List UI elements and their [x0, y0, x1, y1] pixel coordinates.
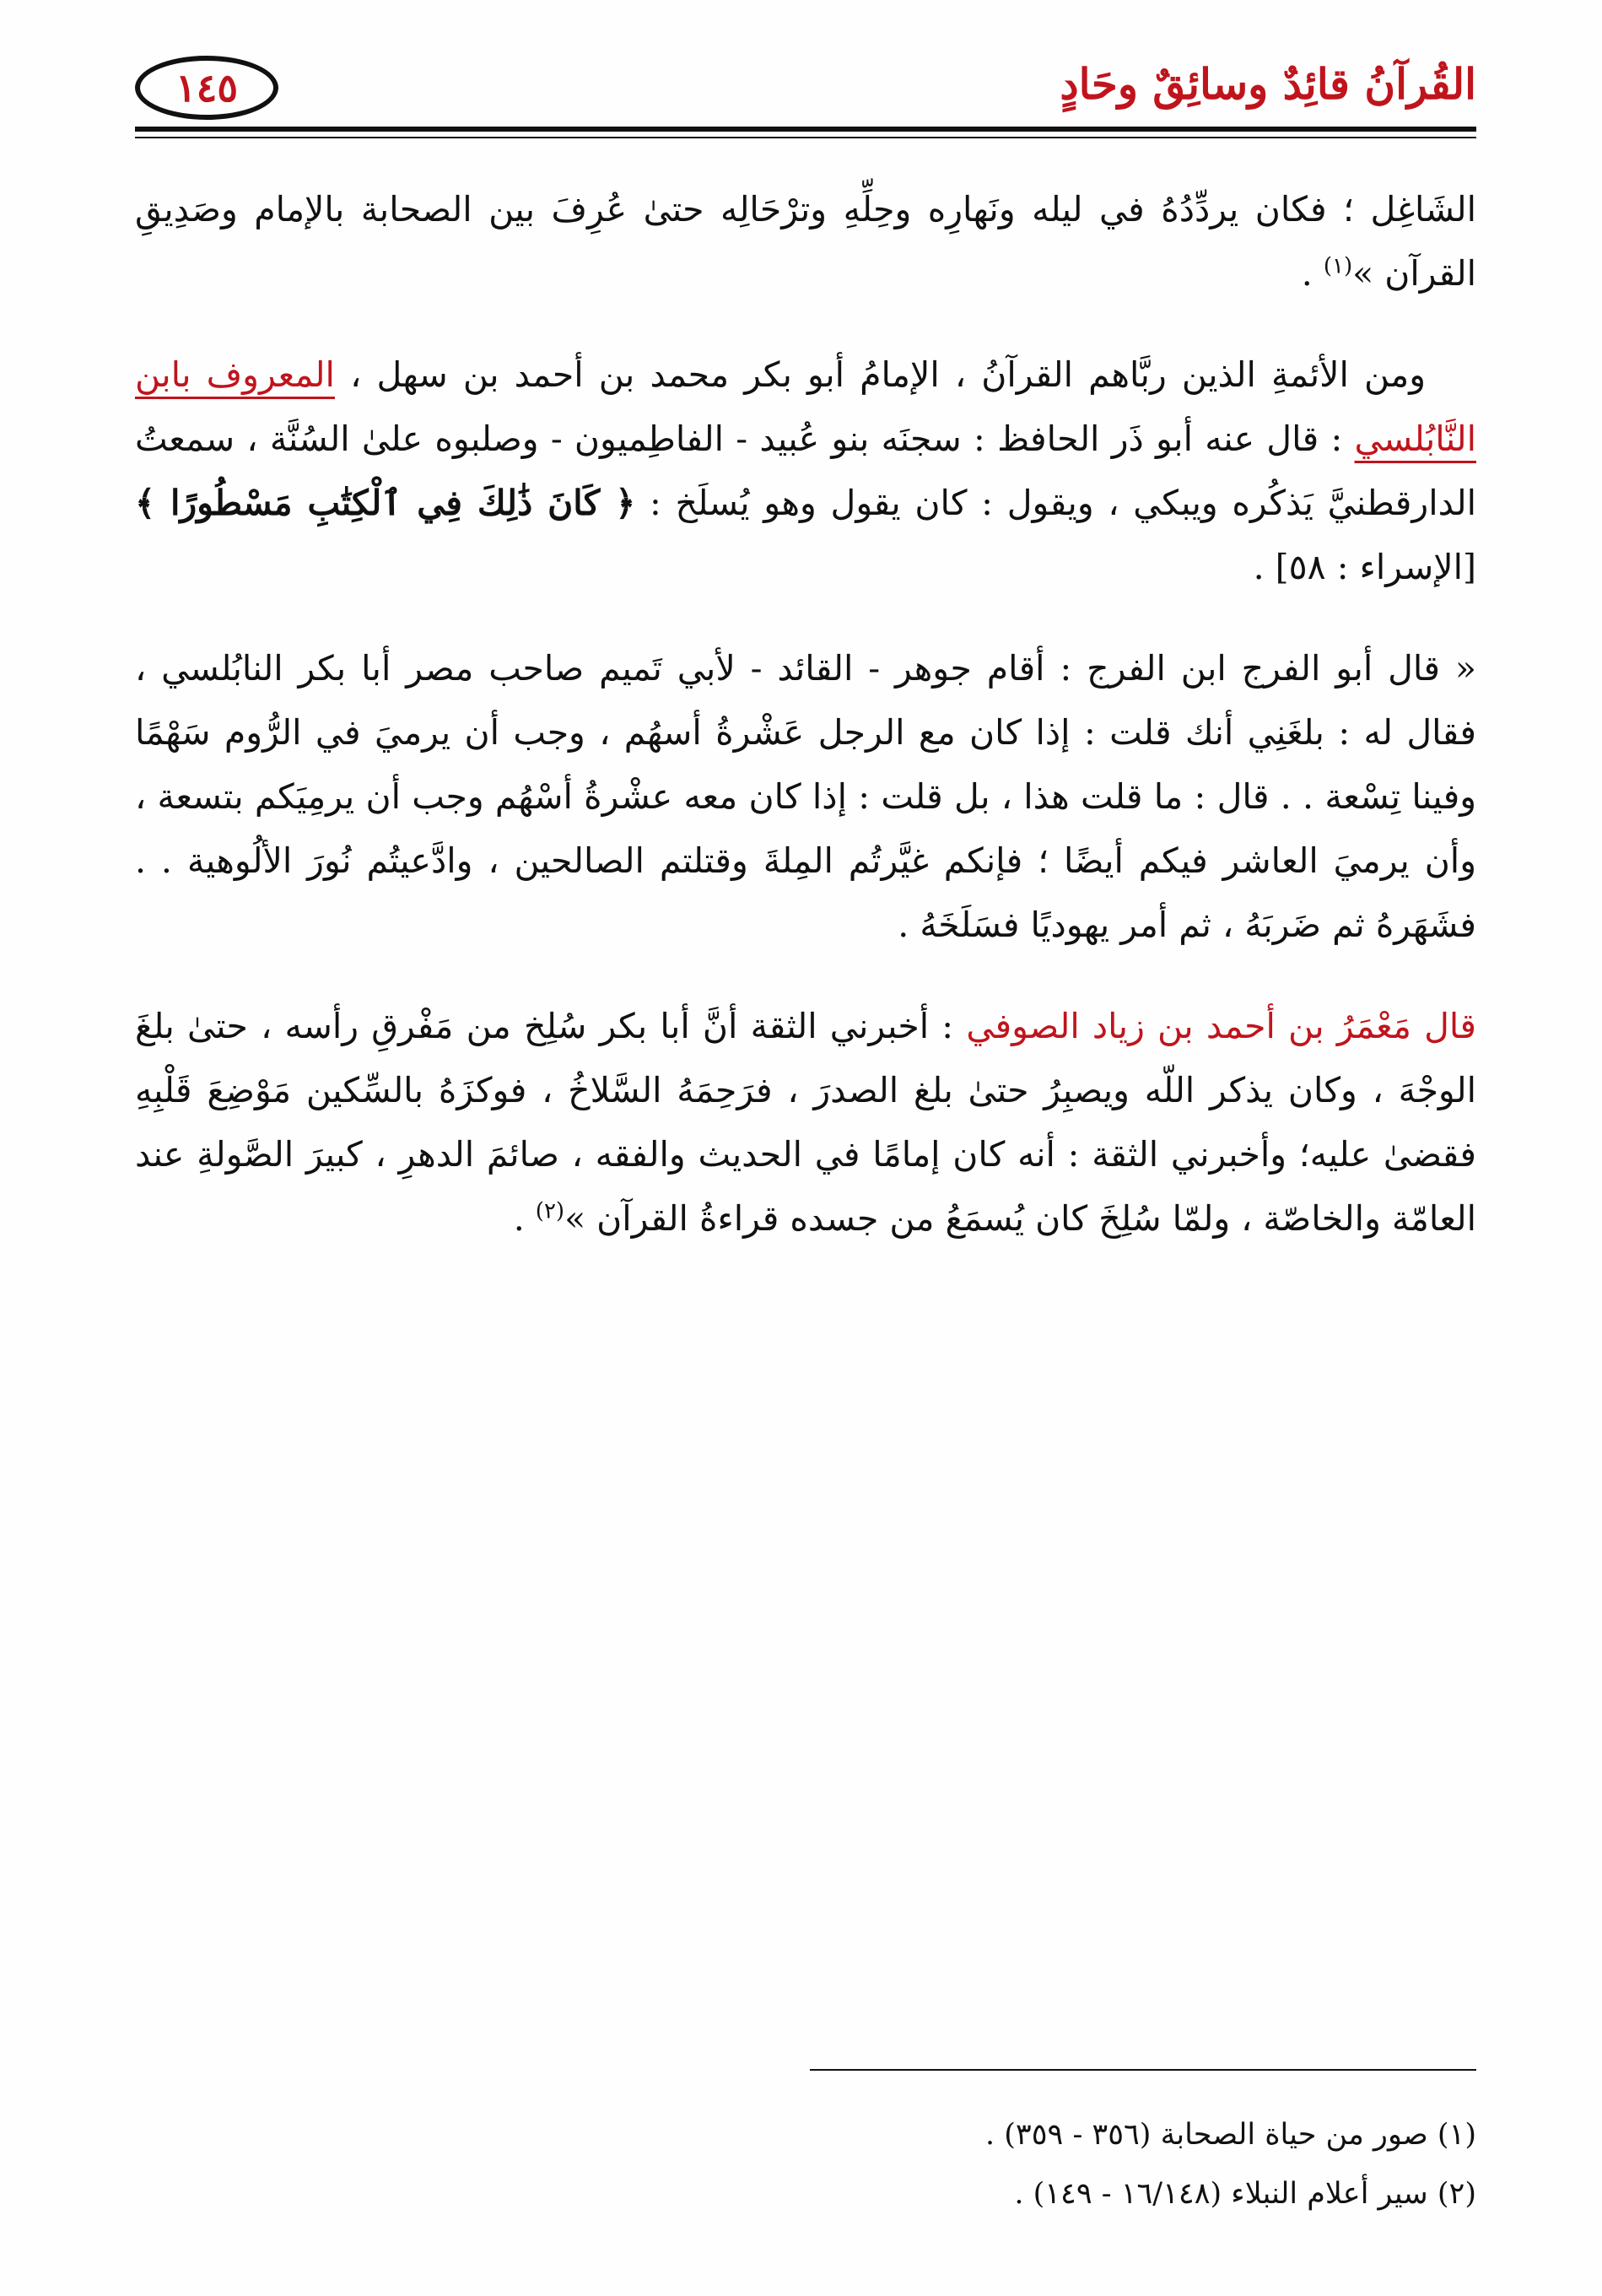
paragraph-4-text: : أخبرني الثقة أنَّ أبا بكر سُلِخ من مَفْرقِ رأسه ، حتىٰ بلغَ الوجْهَ ، وكان يذكر اللّه ويصبِرُ حتىٰ بلغ الصدرَ ، فرَحِمَهُ السَّلاخُ ، فوكزَهُ بالسِّكين مَوْضِعَ قَلْبِهِ فقضىٰ عليه؛ وأخبرني الثقة : أنه كان إمامًا في الحديث والفقه ، صائمَ الدهرِ ، كبيرَ الصَّولةِ عند العامّة والخاصّة ، ولمّا سُلِخَ كان يُسمَعُ من جسده قراءةُ القرآن » [135, 1006, 1476, 1239]
quran-verse: ﴿ كَانَ ذَٰلِكَ فِي ٱلْكِتَٰبِ مَسْطُورًا ﴾ [135, 483, 636, 523]
running-title: القُرآنُ قائِدٌ وسائِقٌ وحَادٍ [1060, 59, 1476, 109]
paragraph-2-text-a: ومن الأئمةِ الذين ربَّاهم القرآنُ ، الإمامُ أبو بكر محمد بن أحمد بن سهل ، [334, 354, 1426, 395]
paragraph-4 [135, 994, 1476, 1251]
paragraph-1 [135, 177, 1476, 305]
highlighted-name-mamar: قال مَعْمَرُ بن أحمد بن زياد الصوفي [966, 1006, 1477, 1046]
main-text [135, 177, 1476, 1288]
paragraph-2 [135, 343, 1476, 599]
page-header [135, 51, 1476, 135]
paragraph-3: « قال أبو الفرج ابن الفرج : أقام جوهر - القائد - لأبي تَميم صاحب مصر أبا بكر النابُلسي ، فقال له : بلغَنِي أنك قلت : إذا كان مع الرجل عَشْرةُ أسهُم ، وجب أن يرميَ في الرُّوم سَهْمًا وفينا تِسْعة . . قال : ما قلت هذا ، بل قلت : إذا كان معه عشْرةُ أسْهُم وجب أن يرمِيَكم بتسعة ، وأن يرميَ العاشر فيكم أيضًا ؛ فإنكم غيَّرتُم المِلةَ وقتلتم الصالحين ، وادَّعيتُم نُورَ الألُوهية . . فشَهَرهُ ثم ضَربَهُ ، ثم أمر يهوديًا فسَلَخَهُ . [135, 648, 1476, 945]
footnote-ref-2[interactable]: (٢) [535, 1198, 565, 1224]
header-rule-thin [135, 137, 1476, 138]
paragraph-4-end: . [513, 1198, 536, 1239]
paragraph-1-end: . [1301, 253, 1324, 294]
footnote-1: (١) صور من حياة الصحابة (٣٥٦ - ٣٥٩) . [985, 2118, 1476, 2152]
paragraph-2-text-b: : قال عنه أبو ذَر الحافظ : سجنَه بنو عُبيد - الفاطِميون - وصلبوه علىٰ السُنَّة ، سمعتُ الدارقطنيَّ يَذكُره ويبكي ، ويقول : كان يقول وهو يُسلَخ : [135, 419, 1476, 523]
footnote-separator [810, 2069, 1476, 2071]
page-number: ١٤٥ [175, 65, 239, 111]
footnote-ref-1[interactable]: (١) [1323, 253, 1353, 279]
highlighted-name-nabulsi: المعروف بابن النَّابُلسي [135, 354, 1476, 459]
paragraph-1-text: الشَاغِل ؛ فكان يردِّدُهُ في ليله ونَهارِه وحِلِّهِ وترْحَالِه حتىٰ عُرِفَ بين الصحابة بالإمام وصَدِيقِ القرآن » [135, 189, 1476, 294]
footnotes [135, 2105, 1476, 2223]
page-number-oval [135, 56, 278, 120]
header-rule-thick [135, 127, 1476, 132]
footnote-2: (٢) سير أعلام النبلاء (١٦/١٤٨ - ١٤٩) . [1014, 2177, 1476, 2211]
quran-citation: [الإسراء : ٥٨] . [1253, 547, 1476, 587]
